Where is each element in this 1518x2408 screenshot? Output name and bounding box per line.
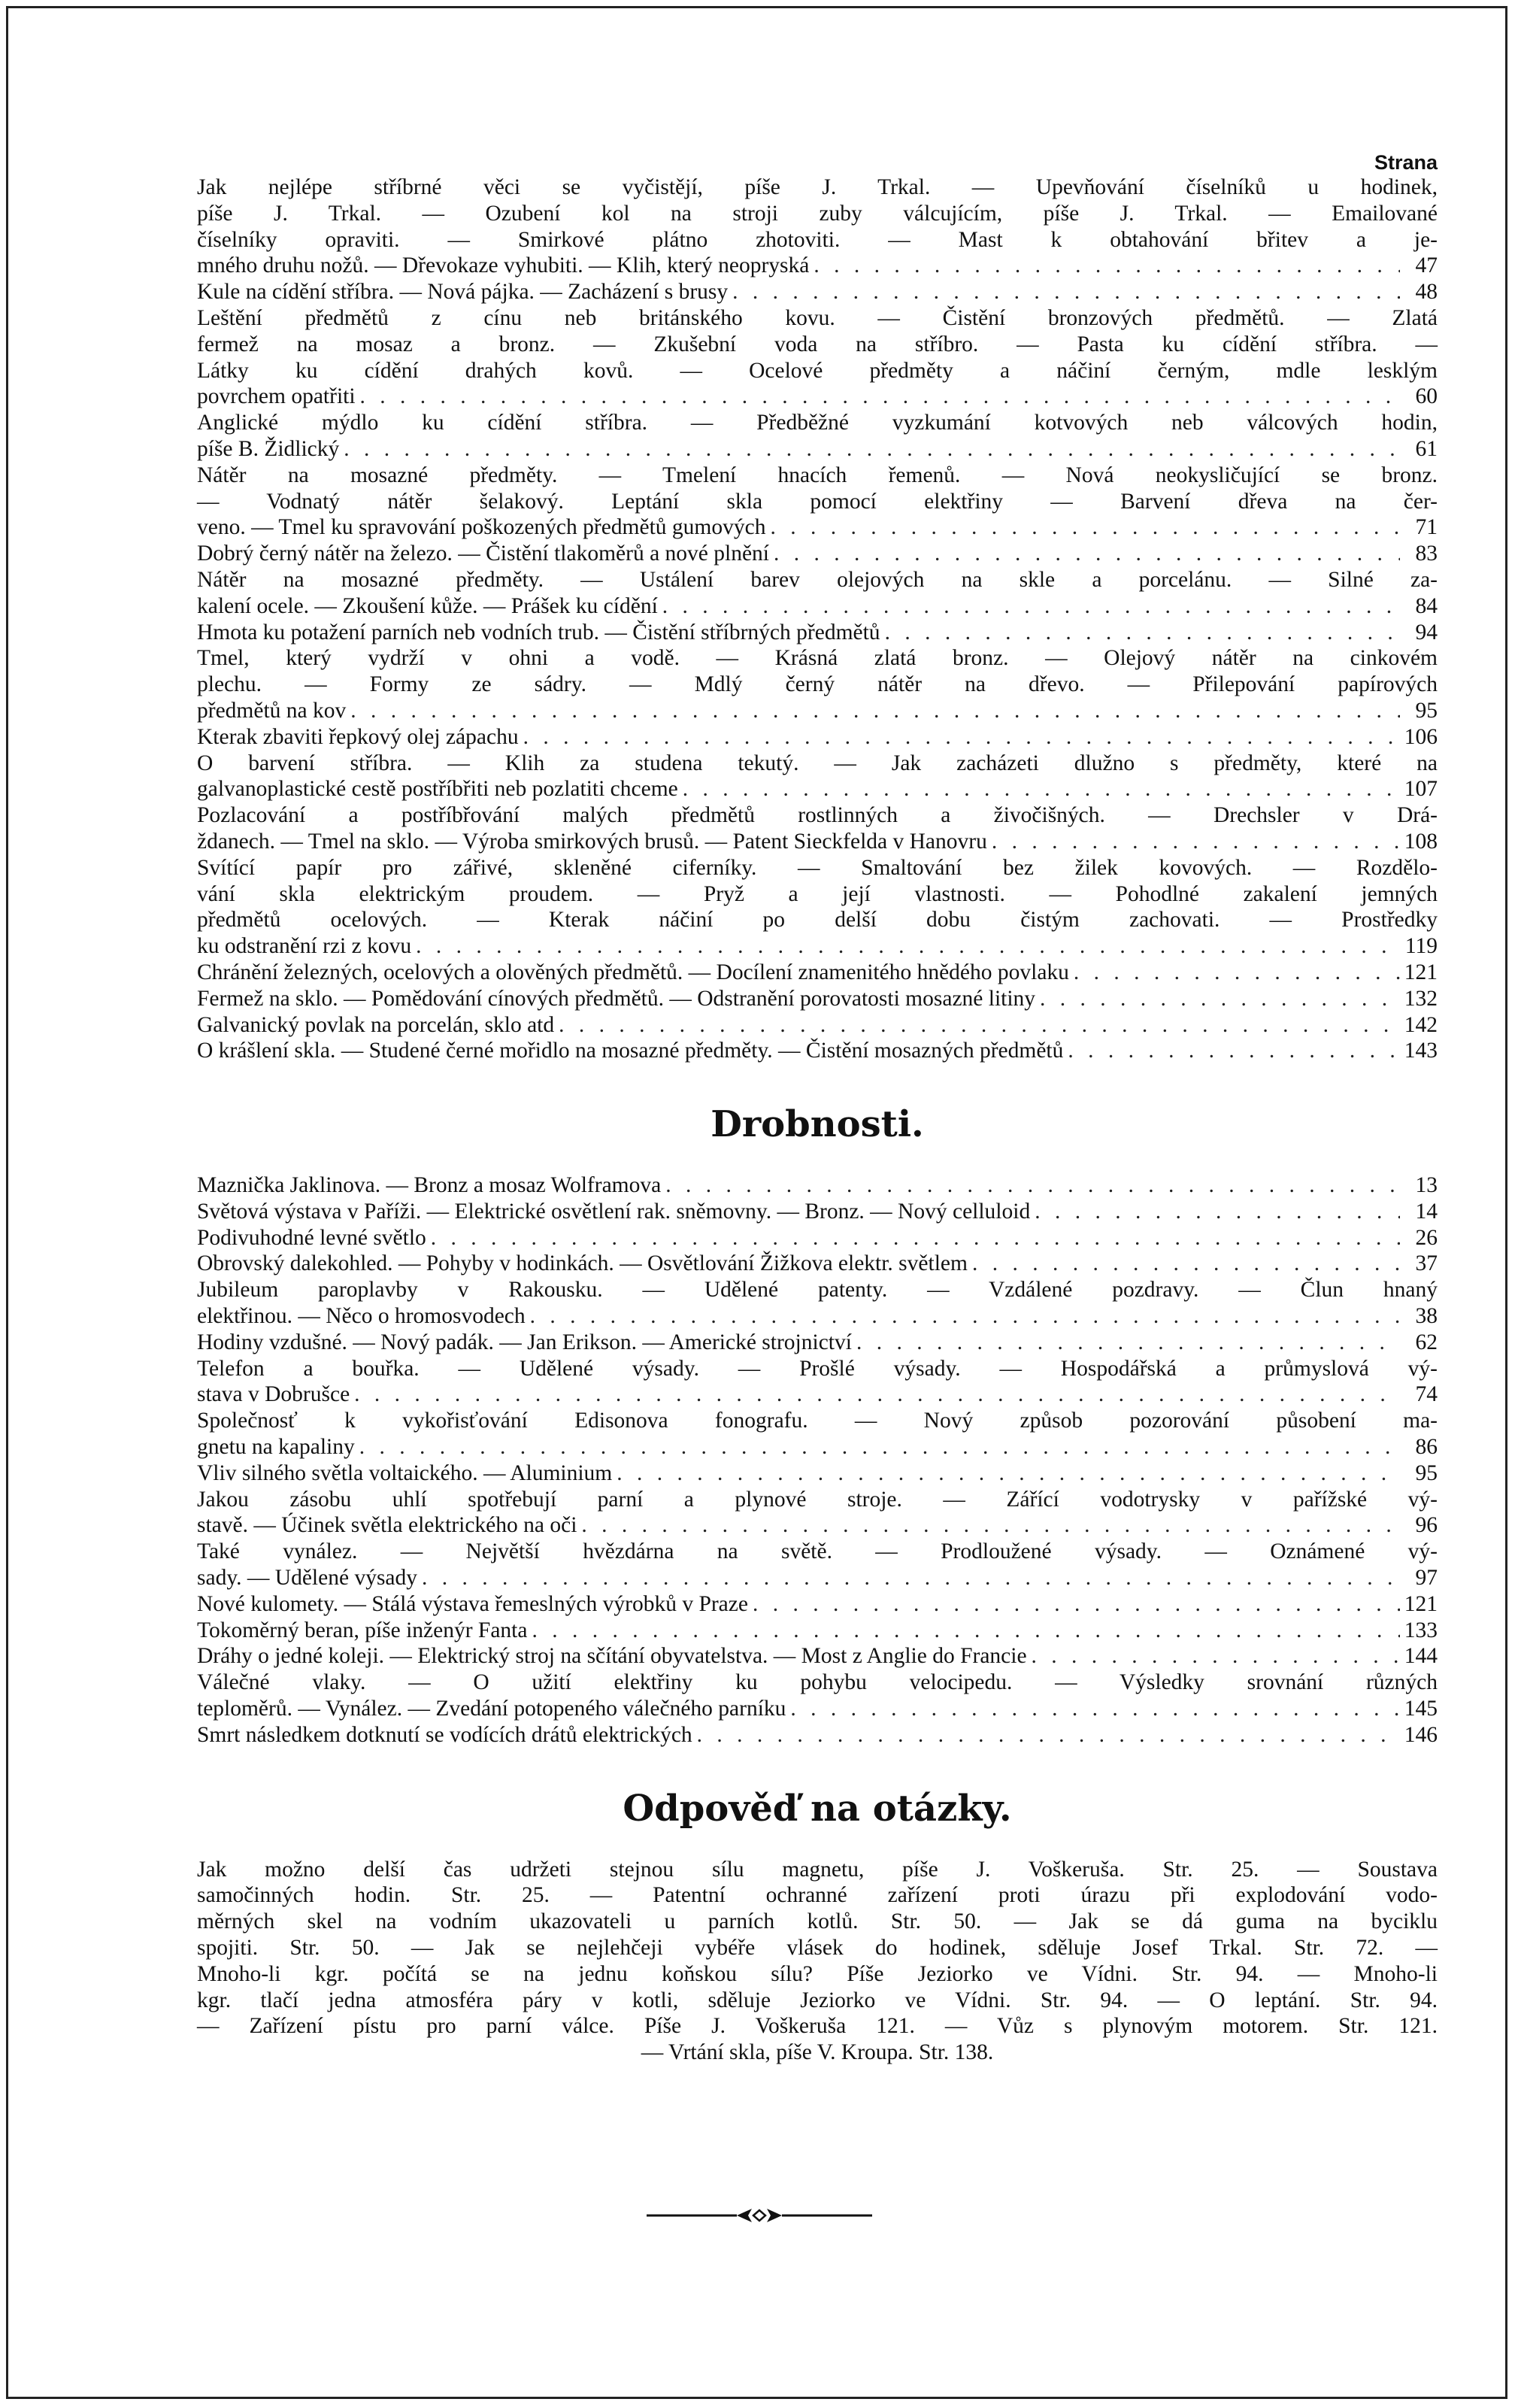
page-number: 142 (1404, 1012, 1438, 1037)
entry-text: stava v Dobrušce (197, 1382, 350, 1407)
entry-text: fermež na mosaz a bronz. — Zkušební voda na stříbro. — Pasta ku cídění stříbra. — (197, 332, 1438, 356)
entry-text: předmětů na kov (197, 698, 347, 723)
answer-line: Jak možno delší čas udržeti stejnou sílu magnetu, píše J. Voškeruša. Str. 25. — Soustava (197, 1857, 1438, 1882)
entry-text: Leštění předmětů z cínu neb británského kovu. — Čistění bronzových předmětů. — Zlatá (197, 305, 1438, 330)
entry-text: Anglické mýdlo ku cídění stříbra. — Předběžné vyzkumání kotvových neb válcových hodin, (197, 411, 1438, 435)
entry-text: Dráhy o jedné koleji. — Elektrický stroj na sčítání obyvatelstva. — Most z Anglie do Francie (197, 1644, 1027, 1669)
list-item (197, 1012, 1438, 1039)
entry-text: Tmel, který vydrží v ohni a vodě. — Krásná zlatá bronz. — Olejový nátěr na cinkovém (197, 646, 1438, 671)
page-number: 95 (1415, 698, 1438, 723)
drobnosti-list (197, 1172, 1438, 1748)
list-item (197, 855, 1438, 960)
entry-text: Kterak zbaviti řepkový olej zápachu (197, 724, 519, 749)
page-number: 61 (1415, 436, 1438, 461)
page-number: 106 (1404, 724, 1438, 749)
entry-text: mného druhu nožů. — Dřevokaze vyhubiti. — Klih, který neopryská (197, 253, 810, 278)
entry-text: kalení ocele. — Zkoušení kůže. — Prášek ku cídění (197, 593, 658, 618)
entry-text: Nátěr na mosazné předměty. — Tmelení hnacích řemenů. — Nová neokysličující se bronz. (197, 462, 1438, 487)
entry-text: plechu. — Formy ze sádry. — Mdlý černý nátěr na dřevo. — Přilepování papírových (197, 672, 1438, 697)
dot-leader (852, 1330, 1400, 1356)
dot-leader (346, 698, 1400, 724)
answer-line: — Vrtání skla, píše V. Kroupa. Str. 138. (641, 2040, 994, 2065)
page-number: 47 (1415, 253, 1438, 278)
dot-leader (728, 279, 1400, 305)
page-number: 133 (1404, 1618, 1438, 1642)
dot-leader (612, 1460, 1400, 1487)
dot-leader (658, 593, 1400, 620)
list-item (197, 1172, 1438, 1199)
dot-leader (769, 541, 1400, 567)
entry-text: povrchem opatřiti (197, 384, 356, 409)
entry-text: Maznička Jaklinova. — Bronz a mosaz Wolframova (197, 1173, 662, 1198)
page-number: 37 (1415, 1251, 1438, 1276)
dot-leader (577, 1512, 1400, 1539)
list-item (197, 1199, 1438, 1225)
entry-text: Světová výstava v Paříži. — Elektrické osvětlení rak. sněmovny. — Bronz. — Nový celluloid (197, 1199, 1031, 1224)
page-number: 95 (1415, 1460, 1438, 1485)
entry-text: Telefon a bouřka. — Udělené výsady. — Prošlé výsady. — Hospodářská a průmyslová vý- (197, 1356, 1438, 1381)
entry-text: Jubileum paroplavby v Rakousku. — Udělené patenty. — Vzdálené pozdravy. — Člun hnaný (197, 1278, 1438, 1303)
entry-text: gnetu na kapaliny (197, 1435, 355, 1460)
answer-line: Mnoho-li kgr. počítá se na jednu koňskou sílu? Píše Jeziorko ve Vídni. Str. 94. — Mnoho-li (197, 1961, 1438, 1986)
page-number: 83 (1415, 541, 1438, 566)
list-item (197, 1539, 1438, 1591)
entry-text: Fermež na sklo. — Pomědování cínových předmětů. — Odstranění porovatosti mosazné litiny (197, 986, 1036, 1011)
entry-text: O krášlení skla. — Studené černé mořidlo na mosazné předměty. — Čistění mosazných předmětů (197, 1039, 1064, 1063)
dot-leader (350, 1381, 1400, 1408)
dot-leader (411, 933, 1400, 960)
dot-leader (426, 1225, 1400, 1251)
page-number: 119 (1404, 934, 1438, 959)
page-number: 145 (1404, 1697, 1438, 1721)
list-item (197, 279, 1438, 305)
list-item (197, 410, 1438, 462)
dot-leader (786, 1696, 1400, 1722)
dot-leader (809, 253, 1400, 279)
list-item (197, 645, 1438, 723)
entry-text: číselníky opraviti. — Smirkové plátno zhotoviti. — Mast k obtahování břitev a je- (197, 227, 1438, 252)
entry-text: Hmota ku potažení parních neb vodních trub. — Čistění stříbrných předmětů (197, 620, 880, 644)
entry-text: Nové kulomety. — Stálá výstava řemeslných výrobků v Praze (197, 1591, 748, 1616)
list-item (197, 462, 1438, 541)
page-number: 144 (1404, 1644, 1438, 1669)
entry-text: Pozlacování a postříbřování malých předmětů rostlinných a živočišných. — Drechsler v Drá- (197, 803, 1438, 828)
dot-leader (987, 829, 1400, 855)
dot-leader (554, 1012, 1400, 1039)
list-item (197, 1225, 1438, 1251)
dot-leader (1063, 1038, 1400, 1064)
list-item (197, 1408, 1438, 1460)
answer-line: spojiti. Str. 50. — Jak se nejlehčeji vybéře vlásek do hodinek, sděluje Josef Trkal. Str. 72. — (197, 1936, 1438, 1961)
entry-text: Vliv silného světla voltaického. — Aluminium (197, 1460, 613, 1485)
page-number: 84 (1415, 593, 1438, 618)
entry-text: Jak nejlépe stříbrné věci se vyčistějí, píše J. Trkal. — Upevňování číselníků u hodinek, (197, 175, 1438, 199)
document-page (197, 150, 1438, 2066)
page-number: 13 (1415, 1173, 1438, 1198)
answer-line: samočinných hodin. Str. 25. — Patentní ochranné zařízení proti úrazu při explodování vodo- (197, 1883, 1438, 1908)
entry-text: píše B. Židlický (197, 436, 340, 461)
entry-text: Chránění železných, ocelových a olověných předmětů. — Docílení znamenitého hnědého povlaku (197, 960, 1069, 984)
section-title-odpovedi: Odpověď na otázky. (623, 1787, 1012, 1830)
page-number: 96 (1415, 1513, 1438, 1538)
entry-text: píše J. Trkal. — Ozubení kol na stroji zuby válcujícím, píše J. Trkal. — Emailované (197, 201, 1438, 226)
list-item (197, 1591, 1438, 1618)
entry-text: O barvení stříbra. — Klih za studena tekutý. — Jak zacházeti dlužno s předměty, které na (197, 751, 1438, 775)
page-number: 86 (1415, 1435, 1438, 1460)
entry-text: Hodiny vzdušné. — Nový padák. — Jan Erikson. — Americké strojnictví (197, 1330, 852, 1354)
section-title-drobnosti: Drobnosti. (711, 1103, 924, 1146)
dot-leader (765, 514, 1400, 541)
entry-text: veno. — Tmel ku spravování poškozených předmětů gumových (197, 515, 766, 540)
list-item (197, 1643, 1438, 1670)
dot-leader (339, 436, 1400, 462)
page-number: 14 (1415, 1199, 1438, 1224)
list-item (197, 1330, 1438, 1356)
entry-text: Obrovský dalekohled. — Pohyby v hodinkách. — Osvětlování Žižkova elektr. světlem (197, 1251, 968, 1276)
list-item (197, 1277, 1438, 1330)
entry-text: Jakou zásobu uhlí spotřebují parní a plynové stroje. — Zářící vodotrysky v pařížské vý- (197, 1487, 1438, 1512)
entry-text: Nátěr na mosazné předměty. — Ustálení barev olejových na skle a porcelánu. — Silné za- (197, 567, 1438, 592)
list-item (197, 751, 1438, 803)
entry-text: — Vodnatý nátěr šelakový. Leptání skla pomocí elektřiny — Barvení dřeva na čer- (197, 489, 1438, 514)
page-number: 132 (1404, 986, 1438, 1011)
page-number: 121 (1404, 960, 1438, 984)
entry-text: Svítící papír pro zářivé, skleněné ciferníky. — Smaltování bez žilek kovových. — Rozdělo- (197, 855, 1438, 880)
entry-text: Také vynález. — Největší hvězdárna na světě. — Prodloužené výsady. — Oznámené vý- (197, 1539, 1438, 1564)
list-item (197, 541, 1438, 567)
list-item (197, 1618, 1438, 1644)
dot-leader (661, 1172, 1400, 1199)
dot-leader (1035, 986, 1400, 1012)
entry-text: Společnosť k vykořisťování Edisonova fonografu. — Nový způsob pozorování působení ma- (197, 1409, 1438, 1433)
page-number: 62 (1415, 1330, 1438, 1354)
entry-text: teploměrů. — Vynález. — Zvedání potopeného válečného parníku (197, 1697, 786, 1721)
strana-header: Strana (1374, 151, 1438, 174)
page-number: 71 (1415, 515, 1438, 540)
page-number: 143 (1404, 1039, 1438, 1063)
list-item (197, 1356, 1438, 1409)
dot-leader (519, 724, 1400, 751)
page-number: 107 (1404, 777, 1438, 802)
entry-text: stavě. — Účinek světla elektrického na oči (197, 1513, 577, 1538)
list-item (197, 960, 1438, 986)
page-number: 48 (1415, 280, 1438, 305)
page-number: 38 (1415, 1304, 1438, 1329)
table-of-contents (197, 174, 1438, 1064)
entry-text: Tokoměrný beran, píše inženýr Fanta (197, 1618, 528, 1642)
page-number: 108 (1404, 829, 1438, 854)
list-item (197, 1038, 1438, 1064)
answer-line: kgr. tlačí jedna atmosféra páry v kotli, sděluje Jeziorko ve Vídni. Str. 94. — O leptání. Str. 94. (197, 1988, 1438, 2012)
dot-leader (356, 384, 1400, 410)
entry-text: Kule na cídění stříbra. — Nová pájka. — Zacházení s brusy (197, 280, 729, 305)
dot-leader (417, 1565, 1400, 1591)
ornament-divider-icon (647, 2204, 872, 2227)
page-number: 146 (1404, 1722, 1438, 1747)
entry-text: elektřinou. — Něco o hromosvodech (197, 1304, 526, 1329)
list-item (197, 305, 1438, 410)
entry-text: galvanoplastické cestě postříbřiti neb pozlatiti chceme (197, 777, 678, 802)
entry-text: předmětů ocelových. — Kterak náčiní po delší dobu čistým zachovati. — Prostředky (197, 908, 1438, 933)
list-item (197, 1487, 1438, 1539)
entry-text: ždanech. — Tmel na sklo. — Výroba smirkových brusů. — Patent Sieckfelda v Hanovru (197, 829, 987, 854)
list-item (197, 567, 1438, 620)
dot-leader (748, 1591, 1400, 1618)
list-item (197, 1722, 1438, 1748)
answer-line: — Zařízení pístu pro parní válce. Píše J. Voškeruša 121. — Vůz s plynovým motorem. Str. 121. (197, 2014, 1438, 2039)
list-item (197, 1251, 1438, 1277)
page-number: 121 (1404, 1591, 1438, 1616)
entry-text: Galvanický povlak na porcelán, sklo atd (197, 1012, 555, 1037)
page-number: 74 (1415, 1382, 1438, 1407)
entry-text: Válečné vlaky. — O užití elektřiny ku pohybu velocipedu. — Výsledky srovnání různých (197, 1670, 1438, 1695)
entry-text: Látky ku cídění drahých kovů. — Ocelové předměty a náčiní černým, mdle lesklým (197, 358, 1438, 383)
odpovedi-paragraph (197, 1857, 1438, 2066)
entry-text: Dobrý černý nátěr na železo. — Čistění tlakoměrů a nové plnění (197, 541, 769, 566)
dot-leader (526, 1303, 1400, 1330)
list-item (197, 802, 1438, 855)
dot-leader (1069, 960, 1400, 986)
page-number: 60 (1415, 384, 1438, 409)
dot-leader (968, 1251, 1400, 1277)
entry-text: ku odstranění rzi z kovu (197, 934, 412, 959)
list-item (197, 174, 1438, 279)
entry-text: Smrt následkem dotknutí se vodících drátů elektrických (197, 1722, 692, 1747)
dot-leader (678, 776, 1400, 802)
entry-text: Podivuhodné levné světlo (197, 1225, 426, 1250)
entry-text: sady. — Udělené výsady (197, 1566, 418, 1591)
list-item (197, 724, 1438, 751)
dot-leader (1027, 1643, 1400, 1670)
list-item (197, 986, 1438, 1012)
dot-leader (1030, 1199, 1400, 1225)
page-number: 97 (1415, 1566, 1438, 1591)
list-item (197, 620, 1438, 646)
list-item (197, 1670, 1438, 1722)
dot-leader (880, 620, 1400, 646)
dot-leader (692, 1722, 1400, 1748)
list-item (197, 1460, 1438, 1487)
dot-leader (527, 1618, 1400, 1644)
dot-leader (355, 1434, 1400, 1460)
page-number: 94 (1415, 620, 1438, 644)
page-number: 26 (1415, 1225, 1438, 1250)
entry-text: vání skla elektrickým proudem. — Pryž a její vlastnosti. — Pohodlné zakalení jemných (197, 881, 1438, 906)
answer-line: měrných skel na vodním ukazovateli u parních kotlů. Str. 50. — Jak se dá guma na byciklu (197, 1909, 1438, 1934)
